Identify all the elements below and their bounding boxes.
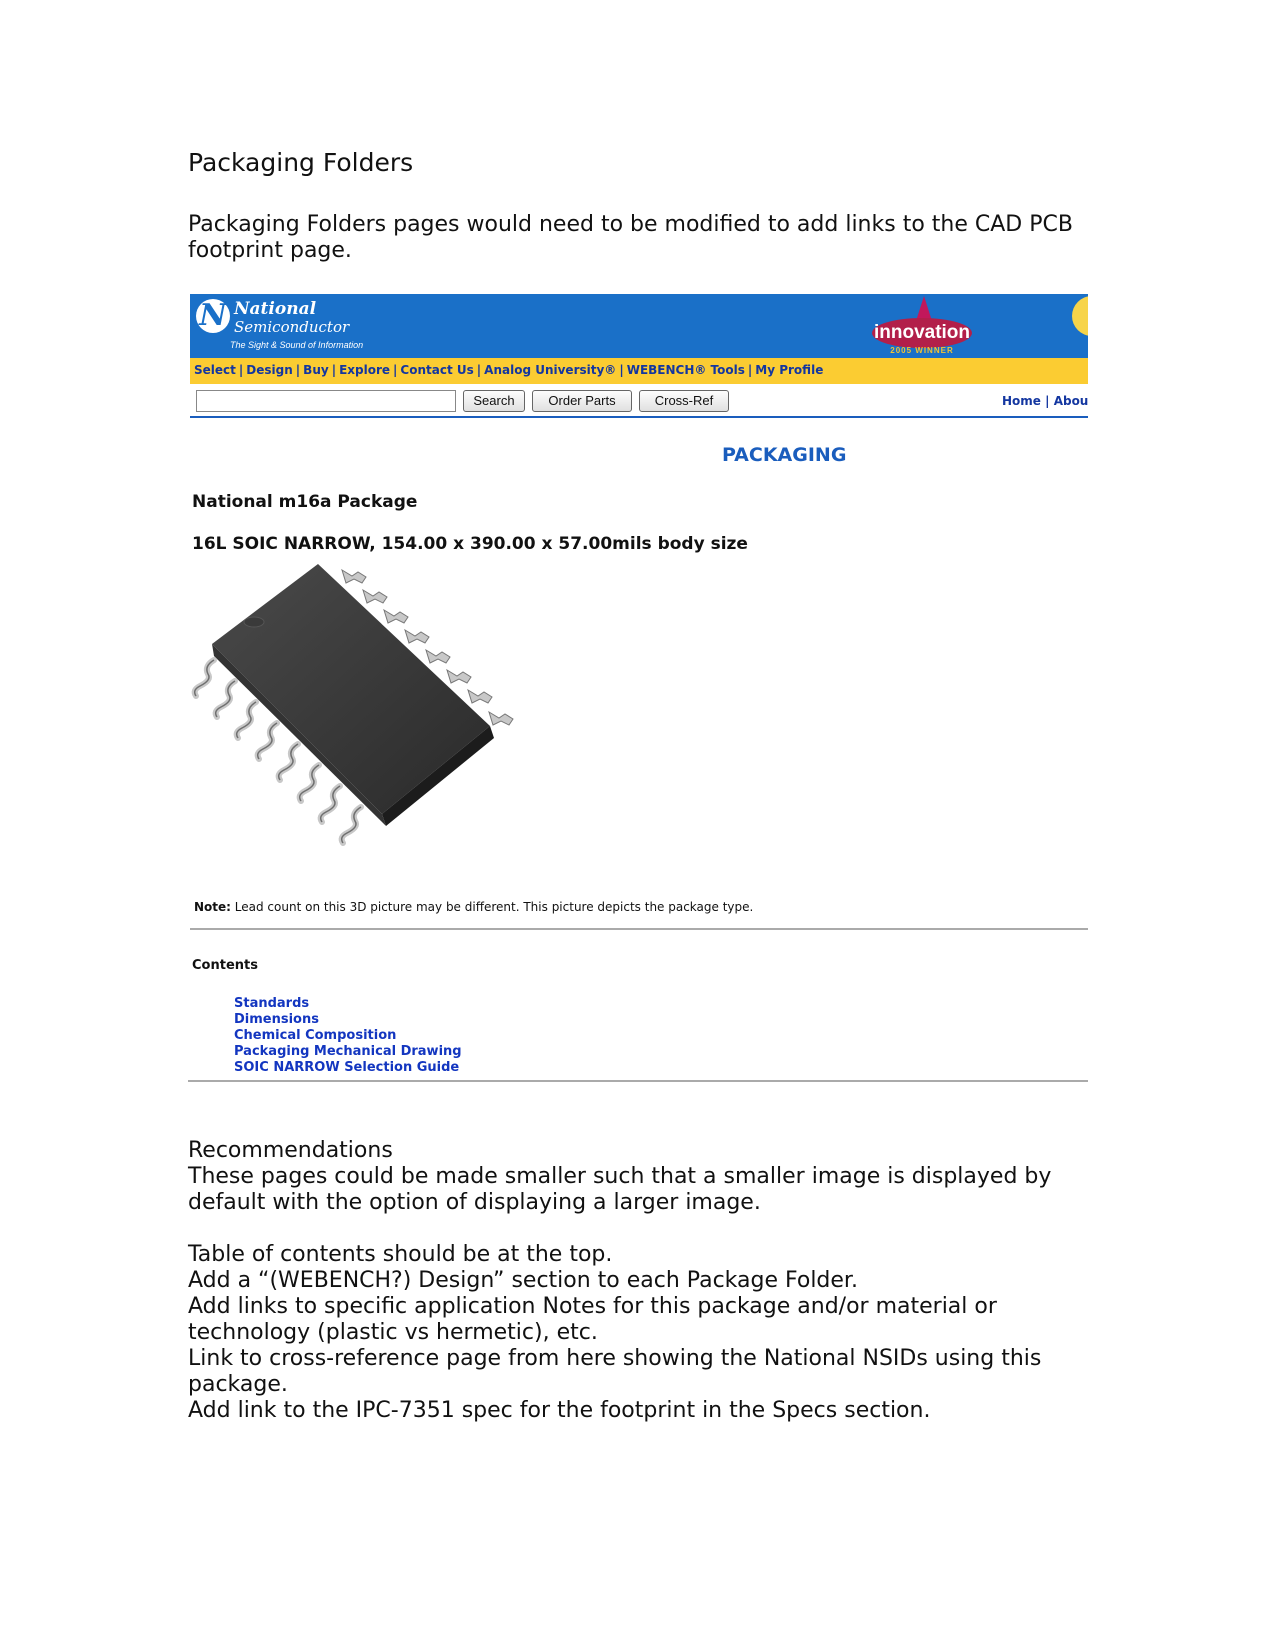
toc-dimensions[interactable]: Dimensions <box>234 1012 319 1027</box>
search-input[interactable] <box>196 390 456 412</box>
search-button[interactable]: Search <box>463 390 525 412</box>
nav-design[interactable]: Design <box>246 363 293 377</box>
home-link[interactable]: Home <box>1002 394 1041 408</box>
document-title: Packaging Folders <box>188 148 414 177</box>
toc-packaging-mechanical-drawing[interactable]: Packaging Mechanical Drawing <box>234 1044 462 1059</box>
sun-graphic-icon <box>1072 296 1088 336</box>
site-banner <box>190 294 1088 358</box>
national-logo-icon[interactable]: N <box>196 299 230 333</box>
nav-my-profile[interactable]: My Profile <box>755 363 824 377</box>
logo-tagline: The Sight & Sound of Information <box>230 340 364 350</box>
logo-wordmark[interactable]: National Semiconductor <box>234 299 350 336</box>
recommendation-line: These pages could be made smaller such that a smaller image is displayed by default with the option of displaying a larger image. <box>188 1164 1052 1215</box>
nav-contact-us[interactable]: Contact Us <box>400 363 474 377</box>
cross-ref-button[interactable]: Cross-Ref <box>639 390 729 412</box>
toc-soic-narrow-selection-guide[interactable]: SOIC NARROW Selection Guide <box>234 1060 460 1075</box>
package-description: 16L SOIC NARROW, 154.00 x 390.00 x 57.00mils body size <box>192 534 748 554</box>
main-nav: Select | Design | Buy | Explore | Contact Us | Analog University® | WEBENCH® Tools | My Profile <box>190 358 1088 384</box>
toc-chemical-composition[interactable]: Chemical Composition <box>234 1028 397 1043</box>
soic-package-3d-image <box>190 564 550 864</box>
divider <box>190 928 1088 930</box>
recommendation-line: Add a “(WEBENCH?) Design” section to each Package Folder. <box>188 1268 858 1293</box>
recommendations-heading: Recommendations <box>188 1138 393 1163</box>
order-parts-button[interactable]: Order Parts <box>532 390 632 412</box>
table-of-contents <box>234 996 462 1076</box>
website-screenshot <box>190 294 1088 1084</box>
innovation-award-logo: innovation 2005 WINNER <box>870 296 982 358</box>
divider <box>188 1080 1088 1082</box>
nav-explore[interactable]: Explore <box>339 363 391 377</box>
recommendation-line: Link to cross-reference page from here showing the National NSIDs using this package. <box>188 1346 1042 1397</box>
recommendation-line: Table of contents should be at the top. <box>188 1242 613 1267</box>
picture-note: Note: Lead count on this 3D picture may be different. This picture depicts the package type. <box>194 900 754 914</box>
about-link[interactable]: Abou <box>1053 394 1089 408</box>
recommendations-section <box>188 1138 1088 1424</box>
top-links: Home | Abou <box>1002 394 1089 408</box>
search-bar <box>190 386 1088 418</box>
contents-title: Contents <box>192 958 258 973</box>
recommendation-line: Add links to specific application Notes for this package and/or material or technology (plastic vs hermetic), etc. <box>188 1294 997 1345</box>
package-name: National m16a Package <box>192 492 418 512</box>
toc-standards[interactable]: Standards <box>234 996 310 1011</box>
packaging-heading: PACKAGING <box>722 444 847 466</box>
nav-buy[interactable]: Buy <box>303 363 329 377</box>
recommendation-line: Add link to the IPC-7351 spec for the footprint in the Specs section. <box>188 1398 931 1423</box>
nav-select[interactable]: Select <box>194 363 236 377</box>
document-intro: Packaging Folders pages would need to be modified to add links to the CAD PCB footprint page. <box>188 212 1073 263</box>
nav-webench-tools[interactable]: WEBENCH® Tools <box>626 363 745 377</box>
nav-analog-university[interactable]: Analog University® <box>484 363 617 377</box>
